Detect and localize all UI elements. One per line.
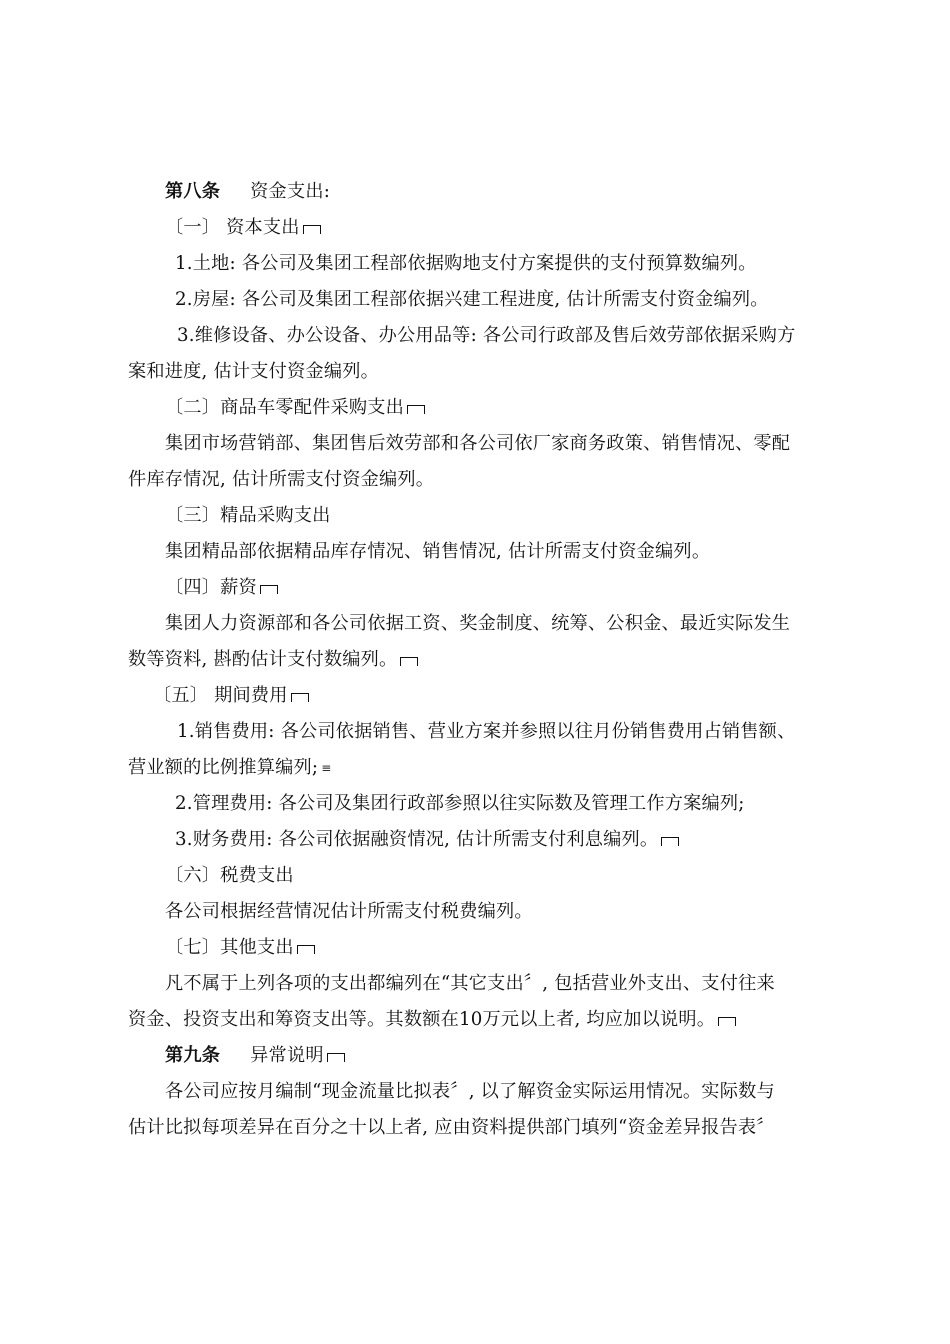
section-1-item-3-line-1: 3.维修设备、办公设备、办公用品等: 各公司行政部及售后效劳部依据采购方 xyxy=(177,325,796,346)
article-8-heading-line xyxy=(165,180,330,204)
section-4-heading xyxy=(165,576,278,600)
section-5-item-1-line-1: 1.销售费用: 各公司依据销售、营业方案并参照以往月份销售费用占销售额、 xyxy=(177,721,796,742)
section-7-label: 〔七〕其他支出 xyxy=(165,937,294,958)
section-6-heading: 〔六〕税费支出 xyxy=(165,865,294,886)
section-5-label: 〔五〕 期间费用 xyxy=(153,685,288,706)
section-6-line-1: 各公司根据经营情况估计所需支付税费编列。 xyxy=(165,901,533,922)
paragraph-mark-icon xyxy=(400,657,418,666)
paragraph-mark-icon xyxy=(718,1017,736,1026)
section-7-line-1: 凡不属于上列各项的支出都编列在“其它支出〞, 包括营业外支出、支付往来 xyxy=(165,973,775,994)
section-2-line-1: 集团市场营销部、集团售后效劳部和各公司依厂家商务政策、销售情况、零配 xyxy=(165,433,791,454)
section-5-item-1-line-2-text: 营业额的比例推算编列; xyxy=(128,757,319,778)
section-5-item-3 xyxy=(175,828,679,852)
section-1-heading xyxy=(165,216,321,240)
paragraph-mark-icon xyxy=(291,693,309,702)
section-2-line-2: 件库存情况, 估计所需支付资金编列。 xyxy=(128,469,435,490)
section-7-line-2 xyxy=(128,1008,736,1032)
section-5-heading xyxy=(153,684,309,708)
paragraph-mark-icon xyxy=(407,405,425,414)
section-3-line-1: 集团精品部依据精品库存情况、销售情况, 估计所需支付资金编列。 xyxy=(165,541,711,562)
article-9-heading-line xyxy=(165,1044,345,1068)
article-9-line-2: 估计比拟每项差异在百分之十以上者, 应由资料提供部门填列“资金差异报告表〞 xyxy=(128,1117,775,1138)
article-9-title: 异常说明 xyxy=(250,1045,324,1066)
section-3-heading: 〔三〕精品采购支出 xyxy=(165,505,331,526)
section-1-item-1: 1.土地: 各公司及集团工程部依据购地支付方案提供的支付预算数编列。 xyxy=(175,253,757,274)
section-4-line-2-text: 数等资料, 斟酌估计支付数编列。 xyxy=(128,649,398,670)
section-1-label: 〔一〕 资本支出 xyxy=(165,217,300,238)
paragraph-mark-icon xyxy=(327,1053,345,1062)
paragraph-mark-icon xyxy=(303,225,321,234)
section-2-heading xyxy=(165,396,425,420)
paragraph-mark-icon xyxy=(260,585,278,594)
section-7-heading xyxy=(165,936,315,960)
section-5-item-2: 2.管理费用: 各公司及集团行政部参照以往实际数及管理工作方案编列; xyxy=(175,793,745,814)
section-5-item-1-line-2: 营业额的比例推算编列; ≡ xyxy=(128,757,332,778)
paragraph-mark-icon xyxy=(297,945,315,954)
section-1-item-2: 2.房屋: 各公司及集团工程部依据兴建工程进度, 估计所需支付资金编列。 xyxy=(175,289,769,310)
section-7-line-2-text: 资金、投资支出和筹资支出等。其数额在10万元以上者, 均应加以说明。 xyxy=(128,1009,716,1030)
section-2-label: 〔二〕商品车零配件采购支出 xyxy=(165,397,405,418)
section-5-item-3-text: 3.财务费用: 各公司依据融资情况, 估计所需支付利息编列。 xyxy=(175,829,659,850)
section-4-line-1: 集团人力资源部和各公司依据工资、奖金制度、统筹、公积金、最近实际发生 xyxy=(165,613,791,634)
section-1-item-3-line-2: 案和进度, 估计支付资金编列。 xyxy=(128,361,380,382)
article-9-line-1: 各公司应按月编制“现金流量比拟表〞, 以了解资金实际运用情况。实际数与 xyxy=(165,1081,775,1102)
article-8-title: 资金支出: xyxy=(250,181,331,202)
paragraph-mark-icon xyxy=(661,837,679,846)
article-8-number: 第八条 xyxy=(165,181,221,202)
section-4-line-2 xyxy=(128,648,418,672)
section-4-label: 〔四〕薪资 xyxy=(165,577,257,598)
article-9-number: 第九条 xyxy=(165,1045,221,1066)
